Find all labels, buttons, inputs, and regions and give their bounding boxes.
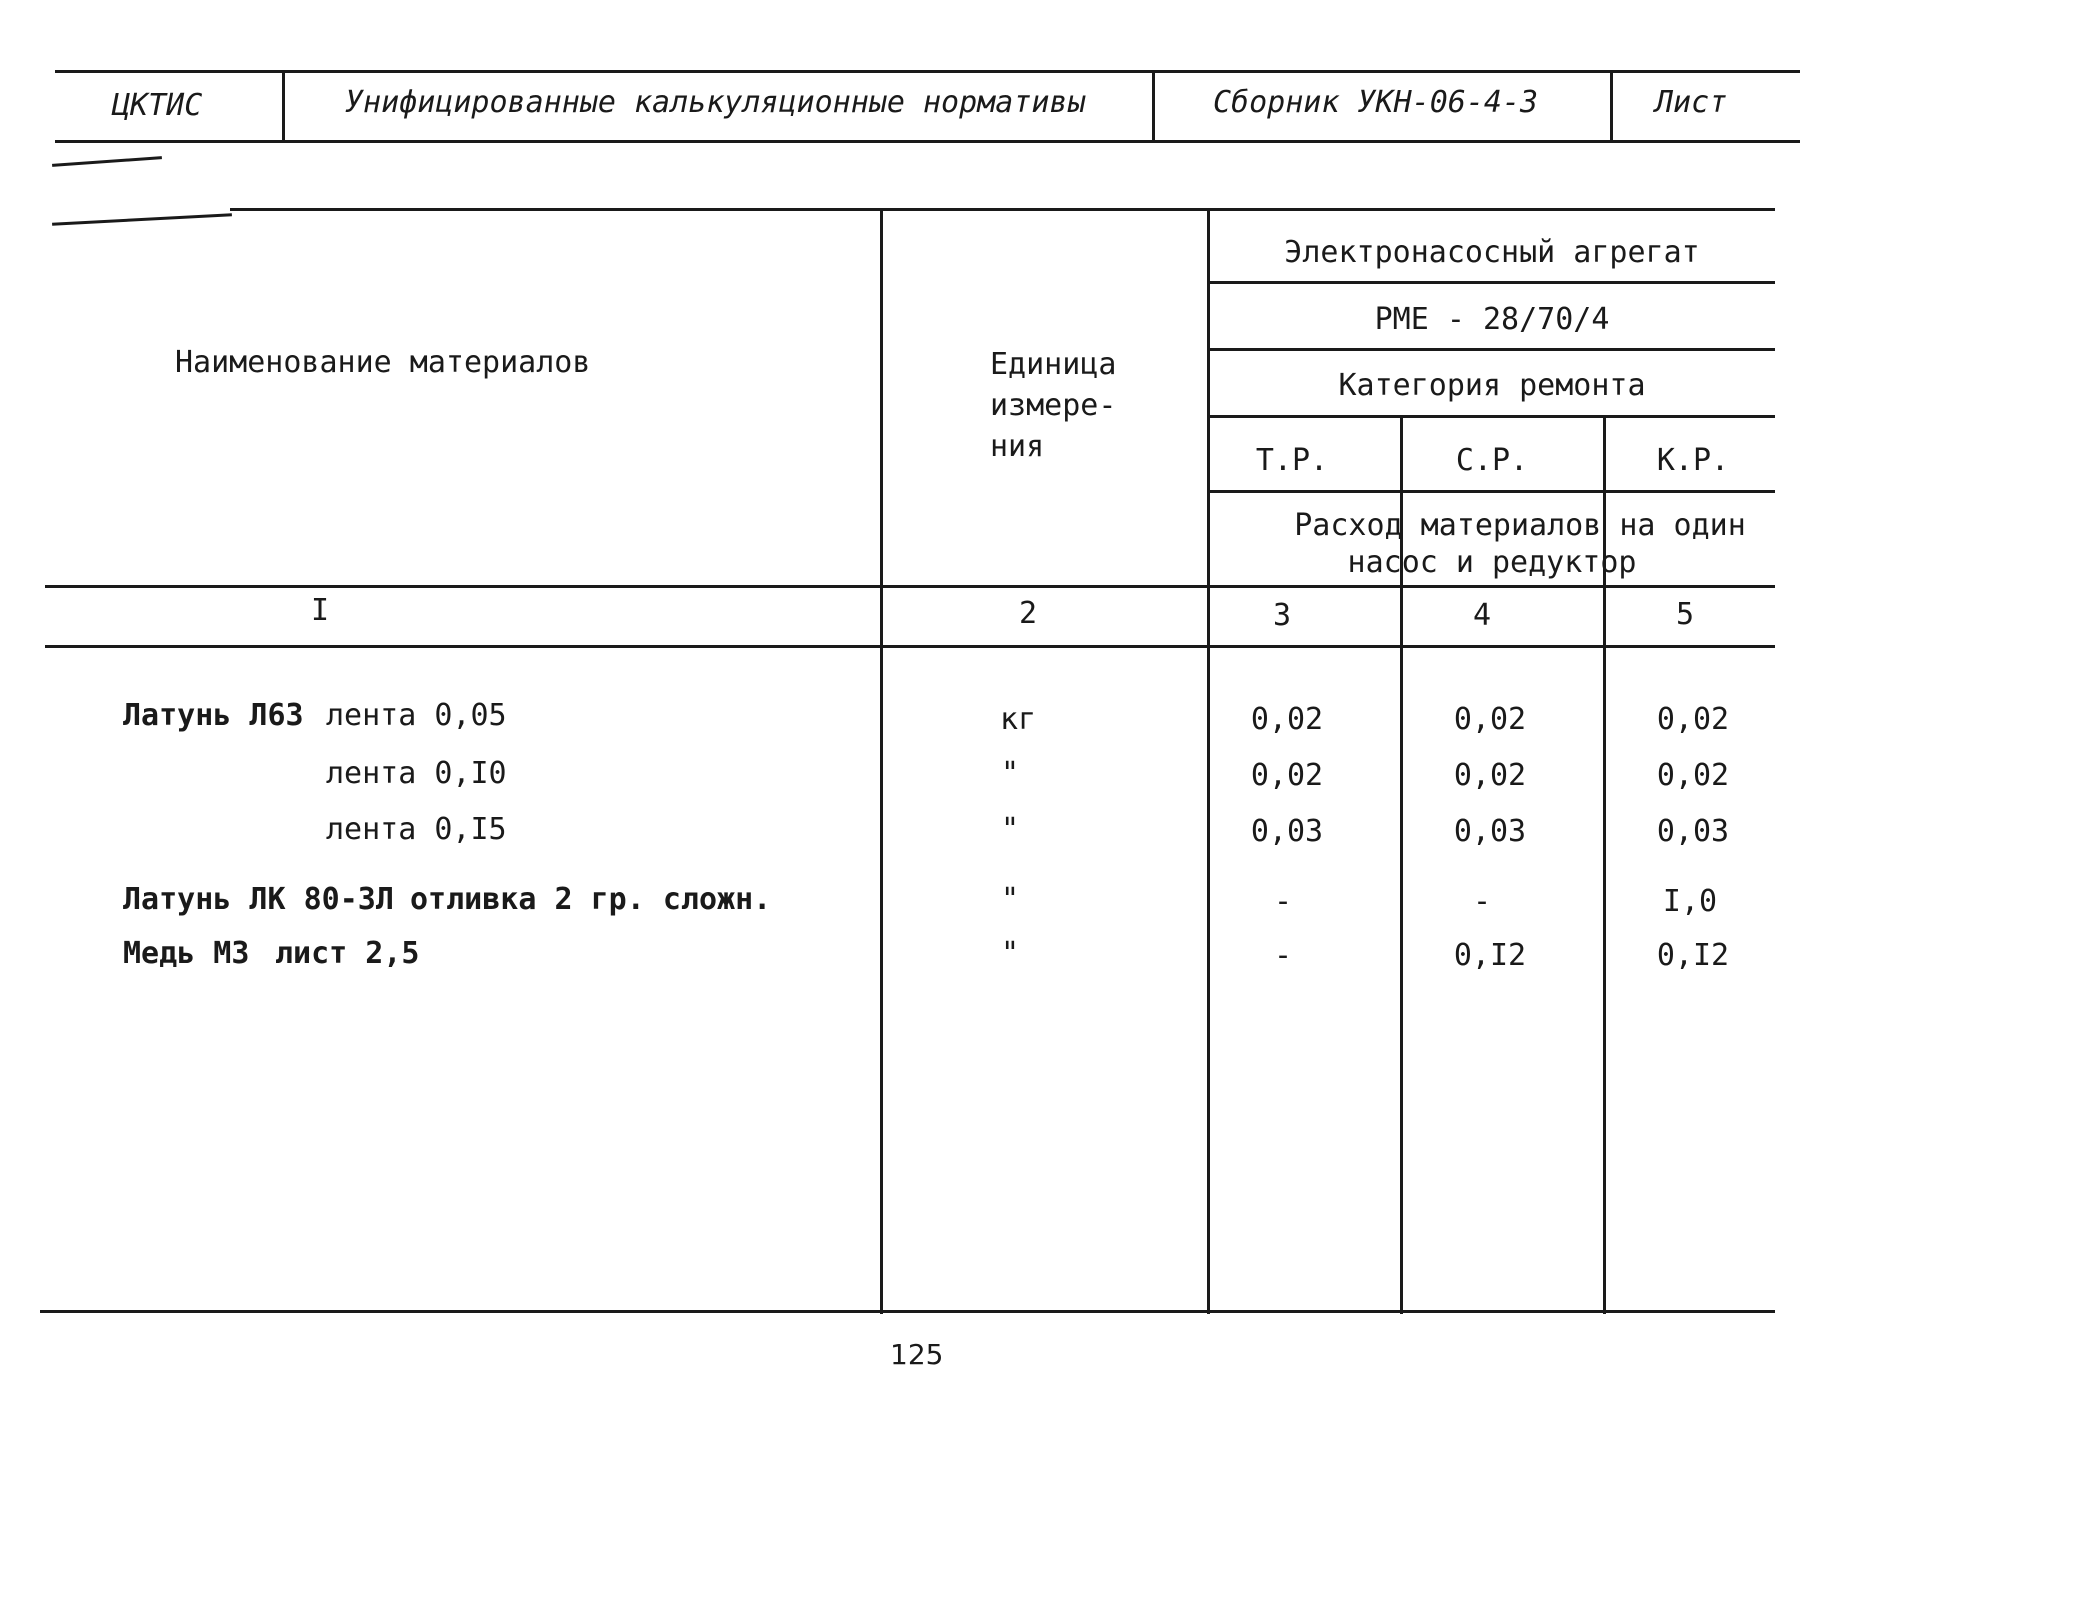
row-spec: лента 0,I0 bbox=[326, 756, 507, 791]
row-unit: " bbox=[1000, 936, 1020, 971]
aggregate-rule bbox=[1208, 281, 1775, 284]
header-divider-3 bbox=[1610, 70, 1613, 142]
row-spec: отливка 2 гр. сложн. bbox=[410, 882, 772, 917]
row-value-sr: 0,I2 bbox=[1453, 938, 1527, 973]
numbers-top-rule bbox=[45, 585, 1775, 588]
category-rule bbox=[1208, 415, 1775, 418]
table-top-rule bbox=[230, 208, 1775, 211]
header-sheet: Лист bbox=[1655, 85, 1728, 120]
col-unit-header-line2: измере- bbox=[990, 388, 1117, 423]
col-unit-header-line1: Единица bbox=[990, 347, 1117, 382]
row-unit: " bbox=[1000, 882, 1020, 917]
header-title: Унифицированные калькуляционные нормативы bbox=[345, 85, 1086, 120]
table-bottom-rule bbox=[40, 1310, 1775, 1313]
row-value-tr: 0,02 bbox=[1250, 758, 1324, 793]
row-value-kr: 0,02 bbox=[1656, 702, 1730, 737]
row-material: Медь М3 bbox=[123, 936, 250, 971]
row-value-tr: - bbox=[1273, 938, 1293, 973]
col-unit-header-line3: ния bbox=[990, 429, 1045, 464]
repair-type-sr: С.Р. bbox=[1455, 443, 1529, 478]
row-value-kr: 0,03 bbox=[1656, 814, 1730, 849]
col-line-2 bbox=[1207, 208, 1210, 1314]
consumption-line1: Расход материалов на один bbox=[1294, 508, 1746, 543]
repair-type-tr: Т.Р. bbox=[1255, 443, 1329, 478]
row-material: Латунь Л63 bbox=[123, 698, 304, 733]
row-value-sr: 0,02 bbox=[1453, 758, 1527, 793]
repair-category-label: Категория ремонта bbox=[1338, 368, 1646, 403]
row-value-tr: - bbox=[1273, 884, 1293, 919]
header-top-rule bbox=[55, 70, 1800, 73]
header-underline bbox=[52, 156, 162, 167]
repair-type-kr: К.Р. bbox=[1656, 443, 1730, 478]
header-org: ЦКТИС bbox=[112, 88, 203, 123]
header-collection: Сборник УКН-06-4-3 bbox=[1213, 85, 1539, 120]
row-spec: лист 2,5 bbox=[275, 936, 420, 971]
col-number-5: 5 bbox=[1675, 597, 1695, 632]
row-unit: " bbox=[1000, 812, 1020, 847]
table-top-rule-left bbox=[52, 213, 232, 225]
consumption-line2: насос и редуктор bbox=[1347, 545, 1637, 580]
header-bottom-rule bbox=[55, 140, 1800, 143]
page-number: 125 bbox=[890, 1338, 944, 1371]
header-divider-1 bbox=[282, 70, 285, 142]
row-spec: лента 0,I5 bbox=[326, 812, 507, 847]
model-label: РМЕ - 28/70/4 bbox=[1374, 302, 1610, 337]
header-divider-2 bbox=[1152, 70, 1155, 142]
aggregate-label: Электронасосный агрегат bbox=[1284, 235, 1700, 270]
row-unit: кг bbox=[999, 702, 1037, 737]
row-value-sr: 0,03 bbox=[1453, 814, 1527, 849]
row-value-sr: - bbox=[1472, 884, 1492, 919]
row-value-kr: 0,I2 bbox=[1656, 938, 1730, 973]
col-number-2: 2 bbox=[1018, 596, 1038, 631]
row-unit: " bbox=[1000, 756, 1020, 791]
row-material: Латунь ЛК 80-3Л bbox=[123, 882, 394, 917]
col-name-header: Наименование материалов bbox=[175, 345, 591, 380]
col-line-1 bbox=[880, 208, 883, 1314]
col-number-3: 3 bbox=[1272, 598, 1292, 633]
row-value-tr: 0,03 bbox=[1250, 814, 1324, 849]
row-value-kr: 0,02 bbox=[1656, 758, 1730, 793]
row-value-tr: 0,02 bbox=[1250, 702, 1324, 737]
col-number-1: I bbox=[310, 593, 330, 628]
row-value-kr: I,0 bbox=[1662, 884, 1718, 919]
row-spec: лента 0,05 bbox=[326, 698, 507, 733]
model-rule bbox=[1208, 348, 1775, 351]
col-number-4: 4 bbox=[1472, 598, 1492, 633]
row-value-sr: 0,02 bbox=[1453, 702, 1527, 737]
numbers-bottom-rule bbox=[45, 645, 1775, 648]
repair-types-rule bbox=[1208, 490, 1775, 493]
